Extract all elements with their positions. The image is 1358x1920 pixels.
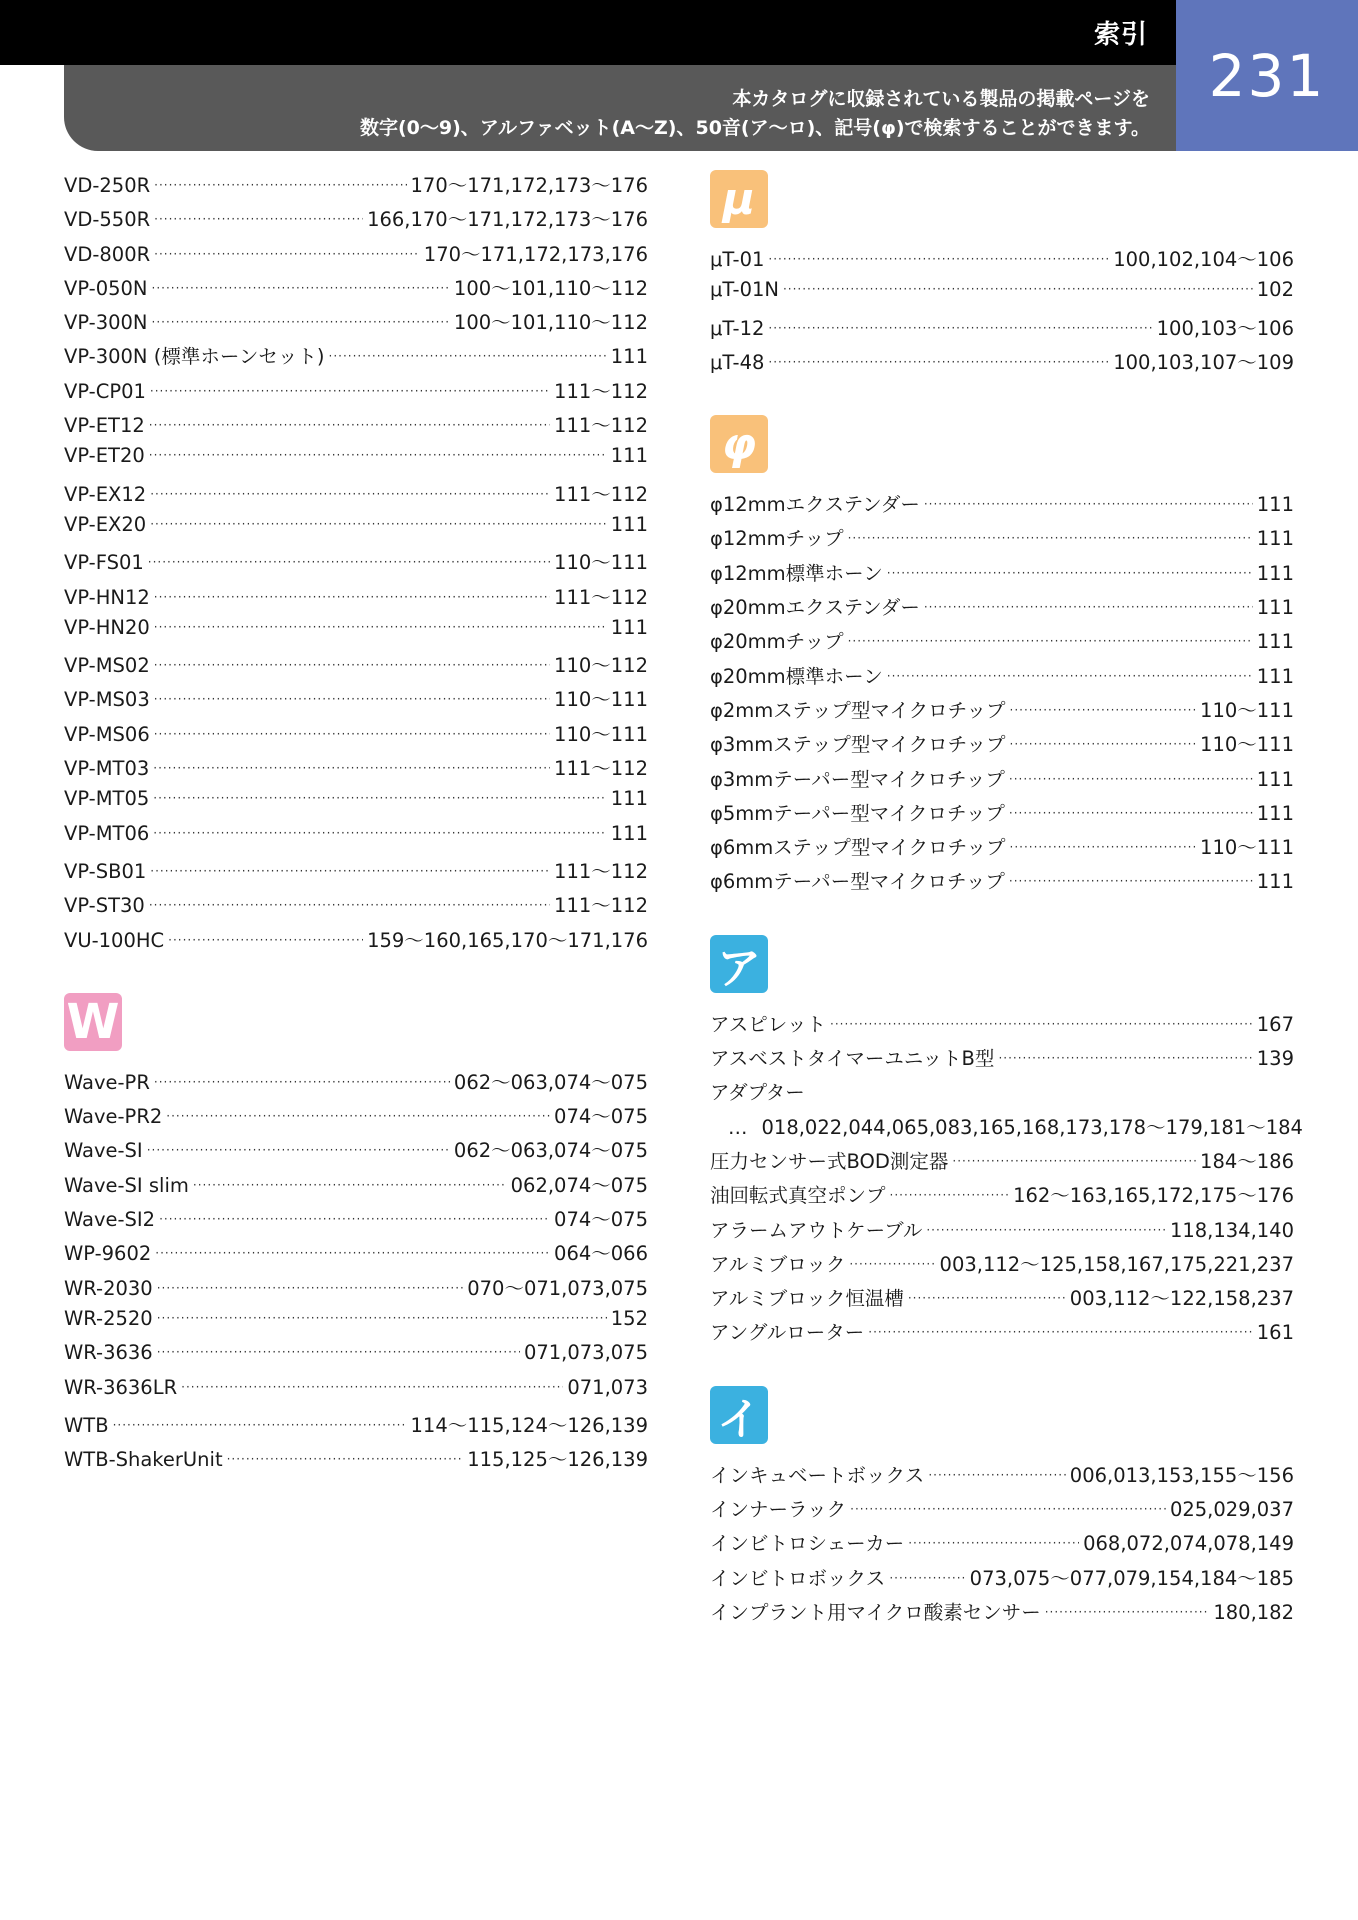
index-section-w bbox=[64, 1067, 648, 1479]
index-entry-pages: 166,170〜171,172,173〜176 bbox=[367, 208, 648, 232]
index-entry-name: インビトロシェーカー bbox=[710, 1532, 905, 1556]
index-entry-name: Wave-SI2 bbox=[64, 1208, 156, 1232]
dot-leader bbox=[1010, 703, 1197, 717]
index-entry-pages: 152 bbox=[610, 1306, 648, 1330]
index-entry bbox=[710, 244, 1294, 278]
index-entry-name: VD-800R bbox=[64, 242, 151, 266]
index-entry-name: μT-01N bbox=[710, 278, 779, 302]
index-entry-pages: 062〜063,074〜075 bbox=[453, 1139, 648, 1163]
index-entry bbox=[64, 1307, 648, 1341]
index-entry-pages: 118,134,140 bbox=[1169, 1218, 1294, 1242]
index-entry bbox=[64, 1135, 648, 1169]
index-entry-name: WTB bbox=[64, 1413, 109, 1437]
index-entry-name: インビトロボックス bbox=[710, 1566, 886, 1590]
index-entry-pages: 111〜112 bbox=[554, 757, 648, 781]
dot-leader bbox=[154, 247, 420, 261]
index-entry bbox=[64, 1067, 648, 1101]
index-entry-name: VP-MS02 bbox=[64, 654, 150, 678]
index-entry bbox=[64, 1376, 648, 1410]
page-title: 索引 bbox=[1093, 20, 1148, 50]
index-entry bbox=[710, 278, 1294, 312]
index-entry-pages: 006,013,153,155〜156 bbox=[1069, 1463, 1294, 1487]
index-entry-pages: 110〜111 bbox=[1200, 698, 1294, 722]
index-entry-name: インナーラック bbox=[710, 1498, 847, 1522]
dot-leader bbox=[166, 1109, 550, 1123]
index-entry bbox=[64, 890, 648, 924]
index-section-a-continued bbox=[710, 1146, 1294, 1352]
index-entry-name: アルミブロック bbox=[710, 1252, 846, 1276]
index-entry-name: φ3mmステップ型マイクロチップ bbox=[710, 733, 1006, 757]
index-entry bbox=[64, 1273, 648, 1307]
dot-leader bbox=[150, 384, 550, 398]
index-entry-pages: 180,182 bbox=[1213, 1600, 1294, 1624]
index-entry bbox=[64, 1101, 648, 1135]
index-entry-pages: 111 bbox=[1256, 561, 1294, 585]
index-entry bbox=[710, 1009, 1294, 1043]
index-entry bbox=[710, 1494, 1294, 1528]
index-entry-pages: 111 bbox=[610, 787, 648, 811]
dot-leader bbox=[908, 1536, 1079, 1550]
index-entry-name: φ20mmチップ bbox=[710, 630, 844, 654]
dot-leader bbox=[154, 590, 550, 604]
index-entry-name: WR-2520 bbox=[64, 1306, 153, 1330]
index-entry-pages: 110〜111 bbox=[554, 722, 648, 746]
index-entry bbox=[710, 832, 1294, 866]
dot-leader bbox=[154, 1075, 450, 1089]
index-entry-pages: 110〜111 bbox=[554, 551, 648, 575]
index-entry-pages: 111 bbox=[610, 345, 648, 369]
index-entry-pages: 071,073 bbox=[567, 1375, 648, 1399]
dot-leader bbox=[147, 1143, 450, 1157]
index-section-a bbox=[710, 1009, 1294, 1078]
index-entry bbox=[64, 273, 648, 307]
index-entry-name: φ5mmテーパー型マイクロチップ bbox=[710, 801, 1005, 825]
index-entry bbox=[64, 856, 648, 890]
index-entry-pages: 111 bbox=[610, 615, 648, 639]
index-entry-pages: 064〜066 bbox=[554, 1242, 648, 1266]
index-entry-pages: 115,125〜126,139 bbox=[467, 1448, 648, 1472]
index-entry-pages: 100,103,107〜109 bbox=[1113, 350, 1294, 374]
index-entry-name: アダプター bbox=[710, 1081, 805, 1105]
index-entry bbox=[64, 1170, 648, 1204]
dot-leader bbox=[154, 658, 550, 672]
index-entry-name: 油回転式真空ポンプ bbox=[710, 1184, 886, 1208]
index-entry-pages: 111〜112 bbox=[554, 379, 648, 403]
index-entry bbox=[710, 489, 1294, 523]
index-entry bbox=[710, 347, 1294, 381]
index-section-phi bbox=[710, 489, 1294, 901]
index-entry bbox=[710, 1460, 1294, 1494]
dot-leader bbox=[157, 1281, 464, 1295]
index-entry-name: VP-ET12 bbox=[64, 414, 145, 438]
dot-leader bbox=[152, 281, 450, 295]
index-entry-pages: 170〜171,172,173,176 bbox=[423, 242, 648, 266]
index-entry-name: インプラント用マイクロ酸素センサー bbox=[710, 1600, 1041, 1624]
index-entry-pages: 100,102,104〜106 bbox=[1113, 248, 1294, 271]
index-entry bbox=[710, 1317, 1294, 1351]
index-entry-name: VP-300N bbox=[64, 311, 148, 335]
index-entry-pages: 111 bbox=[610, 821, 648, 845]
index-entry bbox=[710, 1077, 1294, 1111]
dot-leader bbox=[783, 282, 1253, 296]
dot-leader bbox=[830, 1017, 1253, 1031]
index-entry-pages: 111 bbox=[1256, 596, 1294, 620]
dot-leader bbox=[154, 727, 550, 741]
index-entry-name: Wave-PR bbox=[64, 1070, 150, 1094]
index-entry-pages: 111 bbox=[1256, 664, 1294, 688]
index-entry bbox=[64, 719, 648, 753]
index-entry-pages: 162〜163,165,172,175〜176 bbox=[1013, 1184, 1294, 1208]
index-entry-name: VD-550R bbox=[64, 208, 151, 232]
index-entry-name: WR-3636LR bbox=[64, 1375, 178, 1399]
index-entry bbox=[64, 239, 648, 273]
index-column-right bbox=[710, 170, 1303, 1631]
index-entry-pages: 111 bbox=[1256, 527, 1294, 551]
dot-leader bbox=[181, 1380, 563, 1394]
index-entry-name: φ12mmチップ bbox=[710, 527, 844, 551]
dot-leader bbox=[149, 418, 550, 432]
dot-leader bbox=[150, 517, 607, 531]
dot-leader bbox=[928, 1468, 1065, 1482]
dot-leader bbox=[998, 1051, 1252, 1065]
index-entry-name: Wave-PR2 bbox=[64, 1105, 163, 1129]
index-entry-pages: 110〜111 bbox=[554, 688, 648, 712]
index-entry-name: アルミブロック恒温槽 bbox=[710, 1287, 904, 1311]
index-entry-name: VU-100HC bbox=[64, 928, 165, 952]
header-bar bbox=[0, 0, 1176, 65]
index-entry-pages: 111〜112 bbox=[554, 585, 648, 609]
index-entry bbox=[710, 1249, 1294, 1283]
dot-leader bbox=[887, 669, 1253, 683]
section-badge-i: イ bbox=[710, 1386, 768, 1444]
index-entry-name: アスベストタイマーユニットB型 bbox=[710, 1047, 995, 1071]
index-entry bbox=[710, 1180, 1294, 1214]
index-entry bbox=[710, 558, 1294, 592]
index-entry bbox=[64, 170, 648, 204]
index-entry bbox=[64, 822, 648, 856]
dot-leader bbox=[329, 349, 607, 363]
index-entry-name: VP-050N bbox=[64, 276, 148, 300]
section-badge-mu: μ bbox=[710, 170, 768, 228]
index-entry-pages: 170〜171,172,173〜176 bbox=[410, 174, 648, 197]
index-entry-name: WTB-ShakerUnit bbox=[64, 1448, 223, 1472]
index-entry-name: VP-300N (標準ホーンセット) bbox=[64, 345, 325, 369]
index-entry-name: アングルローター bbox=[710, 1321, 865, 1345]
dot-leader bbox=[154, 178, 406, 192]
index-entry-name: μT-01 bbox=[710, 248, 765, 271]
dot-leader bbox=[150, 864, 550, 878]
index-entry-name: μT-48 bbox=[710, 350, 765, 374]
index-entry bbox=[710, 866, 1294, 900]
dot-leader bbox=[924, 497, 1253, 511]
index-entry-pages: 139 bbox=[1256, 1047, 1294, 1071]
index-entry-name: 圧力センサー式BOD測定器 bbox=[710, 1149, 949, 1173]
index-entry bbox=[64, 925, 648, 959]
section-badge-phi: φ bbox=[710, 415, 768, 473]
index-entry bbox=[64, 444, 648, 478]
index-entry bbox=[710, 1563, 1294, 1597]
index-entry bbox=[64, 684, 648, 718]
dot-leader bbox=[153, 791, 607, 805]
index-entry-name: Wave-SI slim bbox=[64, 1173, 189, 1197]
index-section-i bbox=[710, 1460, 1294, 1631]
index-entry bbox=[710, 764, 1294, 798]
index-entry-name: VP-FS01 bbox=[64, 551, 144, 575]
dot-leader bbox=[149, 448, 607, 462]
dot-leader bbox=[850, 1502, 1166, 1516]
section-badge-w: W bbox=[64, 993, 122, 1051]
index-entry-pages: 161 bbox=[1256, 1321, 1294, 1345]
index-entry bbox=[64, 787, 648, 821]
index-entry-name: WP-9602 bbox=[64, 1242, 152, 1266]
index-entry bbox=[710, 626, 1294, 660]
index-entry-name: Wave-SI bbox=[64, 1139, 143, 1163]
index-entry-pages: 100〜101,110〜112 bbox=[453, 276, 648, 300]
index-entry-name: VP-EX12 bbox=[64, 482, 147, 506]
index-entry bbox=[710, 1528, 1294, 1562]
index-entry-pages: 062〜063,074〜075 bbox=[453, 1070, 648, 1094]
dot-leader bbox=[1045, 1605, 1210, 1619]
index-entry bbox=[64, 204, 648, 238]
dot-leader bbox=[924, 600, 1253, 614]
dot-leader bbox=[113, 1418, 407, 1432]
index-entry bbox=[64, 513, 648, 547]
index-entry-pages: 102 bbox=[1256, 278, 1294, 302]
index-entry-pages: 111 bbox=[610, 512, 648, 536]
index-entry-pages: 111 bbox=[1256, 493, 1294, 517]
index-entry-pages: 071,073,075 bbox=[523, 1341, 648, 1365]
dot-leader bbox=[1009, 874, 1253, 888]
dot-leader bbox=[150, 487, 550, 501]
index-entry-pages: 003,112〜122,158,237 bbox=[1069, 1287, 1294, 1311]
dot-leader bbox=[159, 1212, 550, 1226]
dot-leader bbox=[768, 252, 1109, 266]
index-entry-pages: 111 bbox=[1256, 870, 1294, 894]
index-entry bbox=[710, 729, 1294, 763]
dot-leader bbox=[768, 321, 1152, 335]
index-entry bbox=[710, 798, 1294, 832]
dot-leader bbox=[889, 1571, 965, 1585]
dot-leader bbox=[193, 1178, 507, 1192]
index-entry-name: φ2mmステップ型マイクロチップ bbox=[710, 698, 1006, 722]
index-entry bbox=[64, 616, 648, 650]
index-entry-pages: 167 bbox=[1256, 1012, 1294, 1036]
index-entry-pages: 111 bbox=[1256, 767, 1294, 791]
index-entry bbox=[64, 376, 648, 410]
index-entry-name: φ6mmテーパー型マイクロチップ bbox=[710, 870, 1005, 894]
index-entry-pages: 184〜186 bbox=[1200, 1149, 1294, 1173]
index-entry-name: VP-MS03 bbox=[64, 688, 150, 712]
dot-leader bbox=[153, 761, 550, 775]
index-entry-pages: 100,103〜106 bbox=[1156, 316, 1294, 340]
index-entry-name: μT-12 bbox=[710, 316, 765, 340]
index-entry bbox=[64, 479, 648, 513]
section-badge-a: ア bbox=[710, 935, 768, 993]
header-description-line-1: 本カタログに収録されている製品の掲載ページを bbox=[732, 88, 1150, 110]
index-entry-name: VP-MS06 bbox=[64, 722, 150, 746]
index-entry-pages: 114〜115,124〜126,139 bbox=[410, 1413, 648, 1437]
index-entry-name: WR-3636 bbox=[64, 1341, 153, 1365]
index-entry bbox=[710, 695, 1294, 729]
index-entry bbox=[710, 1597, 1294, 1631]
index-entry bbox=[64, 1238, 648, 1272]
index-entry bbox=[64, 753, 648, 787]
page-number: 231 bbox=[1208, 42, 1326, 110]
index-entry-pages: 110〜111 bbox=[1200, 836, 1294, 860]
index-entry-leader: … bbox=[728, 1115, 748, 1139]
index-entry bbox=[64, 650, 648, 684]
index-entry-pages: 111〜112 bbox=[554, 482, 648, 506]
dot-leader bbox=[149, 898, 550, 912]
index-entry bbox=[710, 523, 1294, 557]
dot-leader bbox=[890, 1188, 1010, 1202]
index-entry-name: VP-MT05 bbox=[64, 787, 150, 811]
index-entry-pages: 070〜071,073,075 bbox=[467, 1276, 648, 1300]
index-entry-pages: 111 bbox=[610, 444, 648, 468]
dot-leader bbox=[154, 212, 363, 226]
dot-leader bbox=[154, 692, 550, 706]
index-entry-pages: 110〜112 bbox=[554, 654, 648, 678]
index-entry-name: VP-MT06 bbox=[64, 821, 150, 845]
index-entry bbox=[64, 1410, 648, 1444]
index-entry-pages: 159〜160,165,170〜171,176 bbox=[367, 928, 648, 952]
index-entry-name: φ3mmテーパー型マイクロチップ bbox=[710, 767, 1005, 791]
index-entry bbox=[64, 1341, 648, 1375]
dot-leader bbox=[848, 634, 1253, 648]
index-entry bbox=[710, 1043, 1294, 1077]
index-entry-name: VP-EX20 bbox=[64, 512, 147, 536]
dot-leader bbox=[155, 1246, 550, 1260]
index-entry-name: WR-2030 bbox=[64, 1276, 153, 1300]
dot-leader bbox=[153, 826, 607, 840]
index-entry-name: VD-250R bbox=[64, 174, 151, 197]
index-entry bbox=[64, 1444, 648, 1478]
index-entry bbox=[710, 661, 1294, 695]
dot-leader bbox=[148, 555, 550, 569]
index-entry-pages: 111 bbox=[1256, 630, 1294, 654]
index-entry-name: アスピレット bbox=[710, 1012, 827, 1036]
index-entry bbox=[64, 582, 648, 616]
index-section-mu bbox=[710, 244, 1294, 381]
dot-leader bbox=[1009, 772, 1253, 786]
index-entry bbox=[64, 1204, 648, 1238]
index-entry-name: VP-HN20 bbox=[64, 615, 150, 639]
index-entry-pages: 111〜112 bbox=[554, 414, 648, 438]
index-entry-name: VP-MT03 bbox=[64, 757, 150, 781]
index-entry-name: φ6mmステップ型マイクロチップ bbox=[710, 836, 1006, 860]
index-entry bbox=[710, 313, 1294, 347]
dot-leader bbox=[952, 1154, 1196, 1168]
index-entry-pages: 111〜112 bbox=[554, 894, 648, 918]
index-entry-name: φ12mm標準ホーン bbox=[710, 561, 883, 585]
index-entry-pages: 062,074〜075 bbox=[510, 1173, 648, 1197]
dot-leader bbox=[154, 620, 607, 634]
index-entry-name: VP-SB01 bbox=[64, 859, 147, 883]
dot-leader bbox=[768, 355, 1109, 369]
dot-leader bbox=[849, 1257, 935, 1271]
dot-leader bbox=[1010, 840, 1197, 854]
index-entry-name: VP-ET20 bbox=[64, 444, 145, 468]
index-entry-pages: 025,029,037 bbox=[1169, 1498, 1294, 1522]
index-entry-pages: 074〜075 bbox=[554, 1208, 648, 1232]
page-number-box bbox=[1176, 0, 1358, 151]
index-entry-name: VP-HN12 bbox=[64, 585, 150, 609]
index-entry-pages: 074〜075 bbox=[554, 1105, 648, 1129]
index-entry-pages: 003,112〜125,158,167,175,221,237 bbox=[939, 1252, 1294, 1276]
dot-leader bbox=[157, 1345, 520, 1359]
dot-leader bbox=[868, 1325, 1253, 1339]
index-entry-name: φ20mm標準ホーン bbox=[710, 664, 883, 688]
index-entry-continuation bbox=[710, 1112, 1303, 1146]
index-entry-pages: 110〜111 bbox=[1200, 733, 1294, 757]
index-entry-pages: 018,022,044,065,083,165,168,173,178〜179,181〜184 bbox=[761, 1115, 1303, 1139]
index-entry-pages: 111〜112 bbox=[554, 859, 648, 883]
index-entry-pages: 068,072,074,078,149 bbox=[1083, 1532, 1294, 1556]
index-entry-name: φ20mmエクステンダー bbox=[710, 596, 920, 620]
dot-leader bbox=[848, 531, 1253, 545]
dot-leader bbox=[157, 1311, 607, 1325]
index-entry bbox=[64, 307, 648, 341]
index-entry-name: インキュベートボックス bbox=[710, 1463, 925, 1487]
dot-leader bbox=[1009, 806, 1253, 820]
index-entry-pages: 111 bbox=[1256, 801, 1294, 825]
index-entry-name: VP-ST30 bbox=[64, 894, 145, 918]
dot-leader bbox=[926, 1223, 1166, 1237]
dot-leader bbox=[908, 1291, 1066, 1305]
index-entry-name: アラームアウトケーブル bbox=[710, 1218, 923, 1242]
index-entry-name: VP-CP01 bbox=[64, 379, 146, 403]
dot-leader bbox=[887, 566, 1253, 580]
index-entry bbox=[64, 341, 648, 375]
dot-leader bbox=[227, 1452, 464, 1466]
index-entry bbox=[710, 592, 1294, 626]
index-entry bbox=[710, 1215, 1294, 1249]
index-entry bbox=[710, 1146, 1294, 1180]
dot-leader bbox=[152, 315, 450, 329]
index-section-v bbox=[64, 170, 648, 959]
index-entry bbox=[64, 410, 648, 444]
index-entry-name: φ12mmエクステンダー bbox=[710, 493, 920, 517]
index-entry-pages: 073,075〜077,079,154,184〜185 bbox=[969, 1566, 1294, 1590]
index-entry bbox=[710, 1283, 1294, 1317]
dot-leader bbox=[168, 933, 363, 947]
index-column-left bbox=[64, 170, 648, 1478]
index-entry bbox=[64, 547, 648, 581]
dot-leader bbox=[1010, 737, 1197, 751]
header-description-line-2: 数字(0〜9)、アルファベット(A〜Z)、50音(ア〜ロ)、記号(φ)で検索することができます。 bbox=[359, 117, 1150, 139]
header-description-bar bbox=[64, 65, 1176, 151]
index-entry-pages: 100〜101,110〜112 bbox=[453, 311, 648, 335]
